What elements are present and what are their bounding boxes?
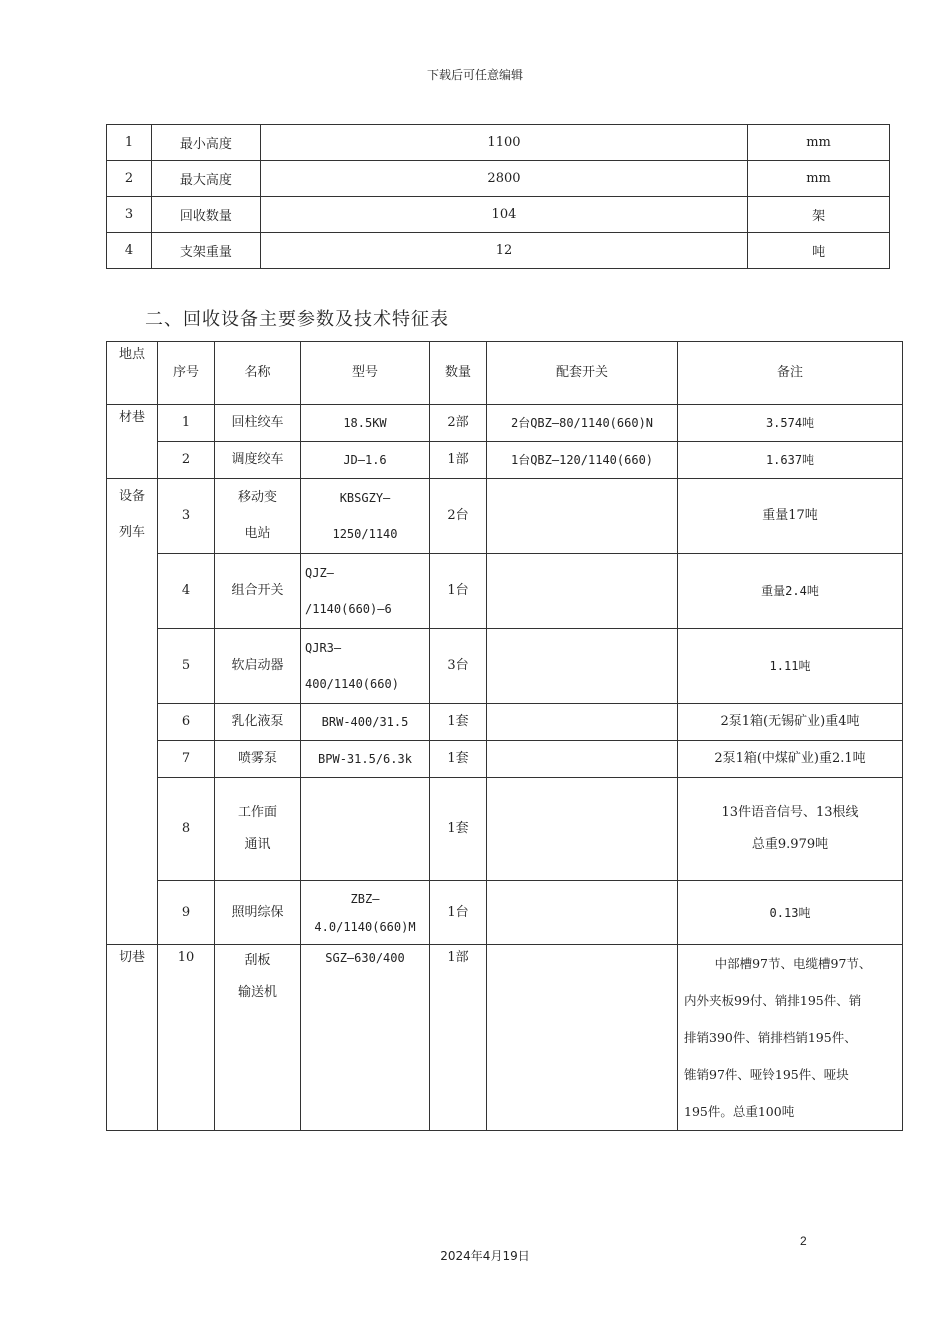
remark-line: 13件语音信号、13根线 xyxy=(721,805,859,820)
model-line: /1140(660)—6 xyxy=(305,602,392,616)
table-row xyxy=(107,881,903,945)
spec-item: 回收数量 xyxy=(151,197,260,233)
header-qty: 数量 xyxy=(430,342,487,405)
spec-value: 1100 xyxy=(260,125,747,161)
row-remark: 3.574吨 xyxy=(678,405,903,442)
table-row xyxy=(107,161,890,197)
row-remark: 1.11吨 xyxy=(678,629,903,704)
row-qty: 3台 xyxy=(430,629,487,704)
model-line: QJR3— xyxy=(305,641,342,655)
row-qty: 2部 xyxy=(430,405,487,442)
row-no: 5 xyxy=(158,629,215,704)
location-line: 列车 xyxy=(118,525,145,540)
row-no: 10 xyxy=(158,945,215,1131)
spec-item: 最小高度 xyxy=(151,125,260,161)
row-model: JD—1.6 xyxy=(301,442,430,479)
spec-unit: 吨 xyxy=(748,233,890,269)
row-qty: 2台 xyxy=(430,479,487,554)
row-remark: 重量17吨 xyxy=(678,479,903,554)
row-remark: 1.637吨 xyxy=(678,442,903,479)
spec-item: 最大高度 xyxy=(151,161,260,197)
spec-value: 104 xyxy=(260,197,747,233)
row-name xyxy=(215,479,301,554)
table-row xyxy=(107,233,890,269)
table-row xyxy=(107,405,903,442)
header-switch: 配套开关 xyxy=(487,342,678,405)
row-qty: 1部 xyxy=(430,442,487,479)
table-row xyxy=(107,778,903,881)
row-name: 软启动器 xyxy=(215,629,301,704)
table-row xyxy=(107,197,890,233)
remark-line: 内外夹板99付、销排195件、销 xyxy=(684,993,862,1008)
spec-item: 支架重量 xyxy=(151,233,260,269)
row-switch xyxy=(487,741,678,778)
row-model xyxy=(301,479,430,554)
table-row xyxy=(107,125,890,161)
row-switch xyxy=(487,881,678,945)
model-line: ZBZ— xyxy=(350,891,380,906)
row-switch: 2台QBZ—80/1140(660)N xyxy=(487,405,678,442)
name-line: 刮板 xyxy=(244,953,271,968)
row-switch xyxy=(487,629,678,704)
header-no: 序号 xyxy=(158,342,215,405)
name-line: 电站 xyxy=(244,526,271,541)
row-qty: 1台 xyxy=(430,881,487,945)
section-title: 二、回收设备主要参数及技术特征表 xyxy=(145,309,449,330)
row-switch xyxy=(487,945,678,1131)
row-remark xyxy=(678,945,903,1131)
remark-line: 锥销97件、哑铃195件、哑块 xyxy=(684,1067,849,1082)
row-name xyxy=(215,945,301,1131)
model-line: 4.0/1140(660)M xyxy=(314,919,416,934)
table-row xyxy=(107,741,903,778)
model-line: 1250/1140 xyxy=(332,527,398,541)
table-header-row xyxy=(107,342,903,405)
row-switch xyxy=(487,778,678,881)
header-name: 名称 xyxy=(215,342,301,405)
row-name: 调度绞车 xyxy=(215,442,301,479)
table-row xyxy=(107,629,903,704)
row-switch xyxy=(487,704,678,741)
table-row xyxy=(107,442,903,479)
spec-no: 2 xyxy=(107,161,152,197)
row-no: 7 xyxy=(158,741,215,778)
name-line: 移动变 xyxy=(237,490,277,505)
row-switch xyxy=(487,554,678,629)
row-name: 乳化液泵 xyxy=(215,704,301,741)
row-no: 1 xyxy=(158,405,215,442)
row-qty: 1套 xyxy=(430,741,487,778)
spec-unit: mm xyxy=(748,161,890,197)
header-note: 下载后可任意编辑 xyxy=(426,68,523,82)
row-switch xyxy=(487,479,678,554)
spec-value: 12 xyxy=(260,233,747,269)
model-line: QJZ— xyxy=(305,566,334,580)
row-remark: 重量2.4吨 xyxy=(678,554,903,629)
support-spec-table xyxy=(106,124,890,269)
row-name: 回柱绞车 xyxy=(215,405,301,442)
table-row xyxy=(107,554,903,629)
row-model: SGZ—630/400 xyxy=(301,945,430,1131)
row-model: BRW-400/31.5 xyxy=(301,704,430,741)
location-cell xyxy=(107,479,158,945)
model-line: KBSGZY— xyxy=(339,491,391,505)
header-remark: 备注 xyxy=(678,342,903,405)
footer-date: 2024年4月19日 xyxy=(440,1249,530,1263)
row-no: 6 xyxy=(158,704,215,741)
row-model xyxy=(301,881,430,945)
name-line: 工作面 xyxy=(237,805,277,820)
row-no: 8 xyxy=(158,778,215,881)
name-line: 输送机 xyxy=(237,985,277,1000)
row-qty: 1套 xyxy=(430,778,487,881)
row-name: 照明综保 xyxy=(215,881,301,945)
row-qty: 1台 xyxy=(430,554,487,629)
location-line: 设备 xyxy=(118,489,145,504)
row-no: 3 xyxy=(158,479,215,554)
spec-unit: mm xyxy=(748,125,890,161)
equipment-table xyxy=(106,341,903,1131)
spec-no: 1 xyxy=(107,125,152,161)
row-no: 9 xyxy=(158,881,215,945)
page-number: 2 xyxy=(800,1234,807,1248)
spec-value: 2800 xyxy=(260,161,747,197)
spec-no: 4 xyxy=(107,233,152,269)
location-cell: 材巷 xyxy=(107,405,158,479)
row-model xyxy=(301,554,430,629)
row-model: BPW-31.5/6.3k xyxy=(301,741,430,778)
spec-unit: 架 xyxy=(748,197,890,233)
row-qty: 1部 xyxy=(430,945,487,1131)
row-no: 2 xyxy=(158,442,215,479)
header-location: 地点 xyxy=(107,342,158,405)
row-qty: 1套 xyxy=(430,704,487,741)
row-name xyxy=(215,778,301,881)
table-row xyxy=(107,479,903,554)
spec-no: 3 xyxy=(107,197,152,233)
table-row xyxy=(107,704,903,741)
header-model: 型号 xyxy=(301,342,430,405)
row-no: 4 xyxy=(158,554,215,629)
location-cell: 切巷 xyxy=(107,945,158,1131)
row-remark xyxy=(678,778,903,881)
row-remark: 2泵1箱(无锡矿业)重4吨 xyxy=(678,704,903,741)
row-model: 18.5KW xyxy=(301,405,430,442)
remark-line: 中部槽97节、电缆槽97节、 xyxy=(714,956,872,971)
name-line: 通讯 xyxy=(244,837,271,852)
row-remark: 2泵1箱(中煤矿业)重2.1吨 xyxy=(678,741,903,778)
row-name: 组合开关 xyxy=(215,554,301,629)
row-name: 喷雾泵 xyxy=(215,741,301,778)
row-remark: 0.13吨 xyxy=(678,881,903,945)
remark-line: 195件。总重100吨 xyxy=(684,1104,795,1119)
table-row xyxy=(107,945,903,1131)
remark-line: 总重9.979吨 xyxy=(751,837,829,852)
remark-line: 排销390件、销排档销195件、 xyxy=(684,1030,857,1045)
row-model xyxy=(301,778,430,881)
row-model xyxy=(301,629,430,704)
model-line: 400/1140(660) xyxy=(305,677,399,691)
row-switch: 1台QBZ—120/1140(660) xyxy=(487,442,678,479)
